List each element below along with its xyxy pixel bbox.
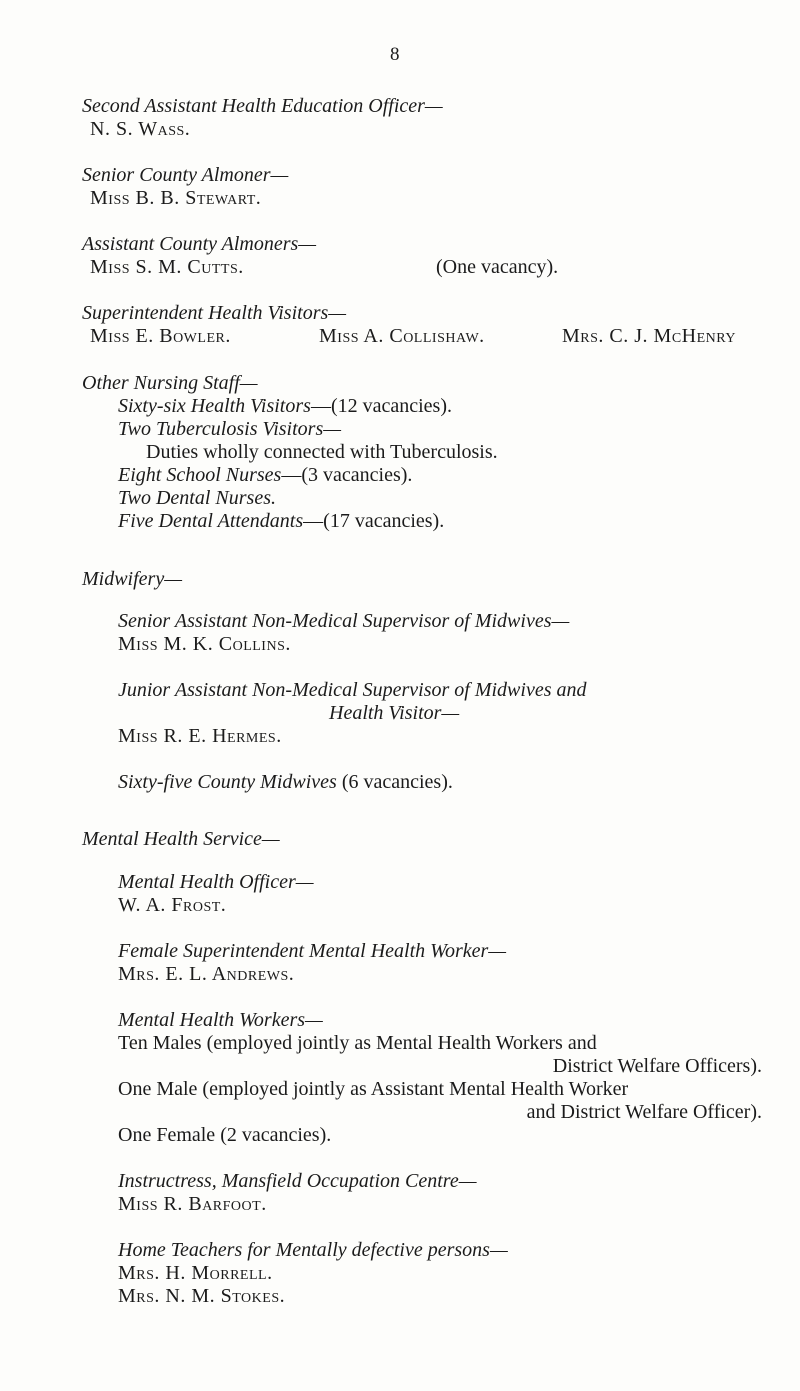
second-asst-name: N. S. Wass. (90, 118, 191, 140)
mental-health-title: Mental Health Service— (82, 828, 280, 850)
school-line (118, 464, 412, 487)
county-midwives-note: (6 vacancies). (341, 771, 453, 793)
school-label: Eight School Nurses (118, 464, 282, 486)
mh-workers-line-1b: District Welfare Officers). (552, 1055, 762, 1077)
junior-supervisor-name: Miss R. E. Hermes. (118, 725, 282, 747)
mh-workers-title: Mental Health Workers— (118, 1009, 323, 1031)
junior-supervisor-title-1: Junior Assistant Non-Medical Supervisor of Midwives and (118, 679, 587, 701)
hv-note: —(12 vacancies). (310, 395, 452, 417)
senior-supervisor-name: Miss M. K. Collins. (118, 633, 291, 655)
senior-supervisor-title: Senior Assistant Non-Medical Supervisor of Midwives— (118, 610, 570, 632)
school-note: —(3 vacancies). (281, 464, 413, 486)
tb-label: Two Tuberculosis Visitors— (118, 418, 342, 440)
hv-line (118, 395, 452, 418)
other-nursing-title: Other Nursing Staff— (82, 372, 258, 394)
female-supt-name: Mrs. E. L. Andrews. (118, 963, 295, 985)
mh-workers-line-2b: and District Welfare Officer). (526, 1101, 762, 1123)
midwifery-title: Midwifery— (82, 568, 182, 590)
asst-almoners-name: Miss S. M. Cutts. (90, 256, 244, 278)
instructress-title: Instructress, Mansfield Occupation Centre— (118, 1170, 477, 1192)
instructress-name: Miss R. Barfoot. (118, 1193, 267, 1215)
mh-workers-line-1a: Ten Males (employed jointly as Mental Health Workers and (118, 1032, 597, 1054)
second-asst-title: Second Assistant Health Education Officer— (82, 95, 443, 117)
mh-officer-name: W. A. Frost. (118, 894, 227, 916)
mh-workers-line-3: One Female (2 vacancies). (118, 1124, 332, 1146)
dental-nurses: Two Dental Nurses. (118, 487, 276, 509)
asst-almoners-note: (One vacancy). (436, 256, 559, 278)
tb-note: Duties wholly connected with Tuberculosis. (146, 441, 498, 463)
home-teachers-title: Home Teachers for Mentally defective persons— (118, 1239, 508, 1261)
dental-att-line (118, 510, 444, 533)
supt-hv-name-2: Miss A. Collishaw. (319, 325, 485, 347)
supt-hv-title: Superintendent Health Visitors— (82, 302, 347, 324)
home-teacher-name-1: Mrs. H. Morrell. (118, 1262, 273, 1284)
female-supt-title: Female Superintendent Mental Health Worker— (118, 940, 507, 962)
hv-label: Sixty-six Health Visitors (118, 395, 311, 417)
supt-hv-name-1: Miss E. Bowler. (90, 325, 231, 347)
mh-officer-title: Mental Health Officer— (118, 871, 314, 893)
county-midwives-label: Sixty-five County Midwives (118, 771, 337, 793)
county-midwives-line (118, 771, 453, 794)
dental-att-label: Five Dental Attendants (118, 510, 304, 532)
page-number: 8 (390, 44, 400, 65)
mh-workers-line-2a: One Male (employed jointly as Assistant Mental Health Worker (118, 1078, 629, 1100)
senior-almoner-title: Senior County Almoner— (82, 164, 289, 186)
home-teacher-name-2: Mrs. N. M. Stokes. (118, 1285, 286, 1307)
senior-almoner-name: Miss B. B. Stewart. (90, 187, 262, 209)
supt-hv-name-3: Mrs. C. J. McHenry (562, 325, 736, 347)
asst-almoners-title: Assistant County Almoners— (82, 233, 317, 255)
junior-supervisor-title-2: Health Visitor— (329, 702, 460, 724)
dental-att-note: —(17 vacancies). (303, 510, 445, 532)
